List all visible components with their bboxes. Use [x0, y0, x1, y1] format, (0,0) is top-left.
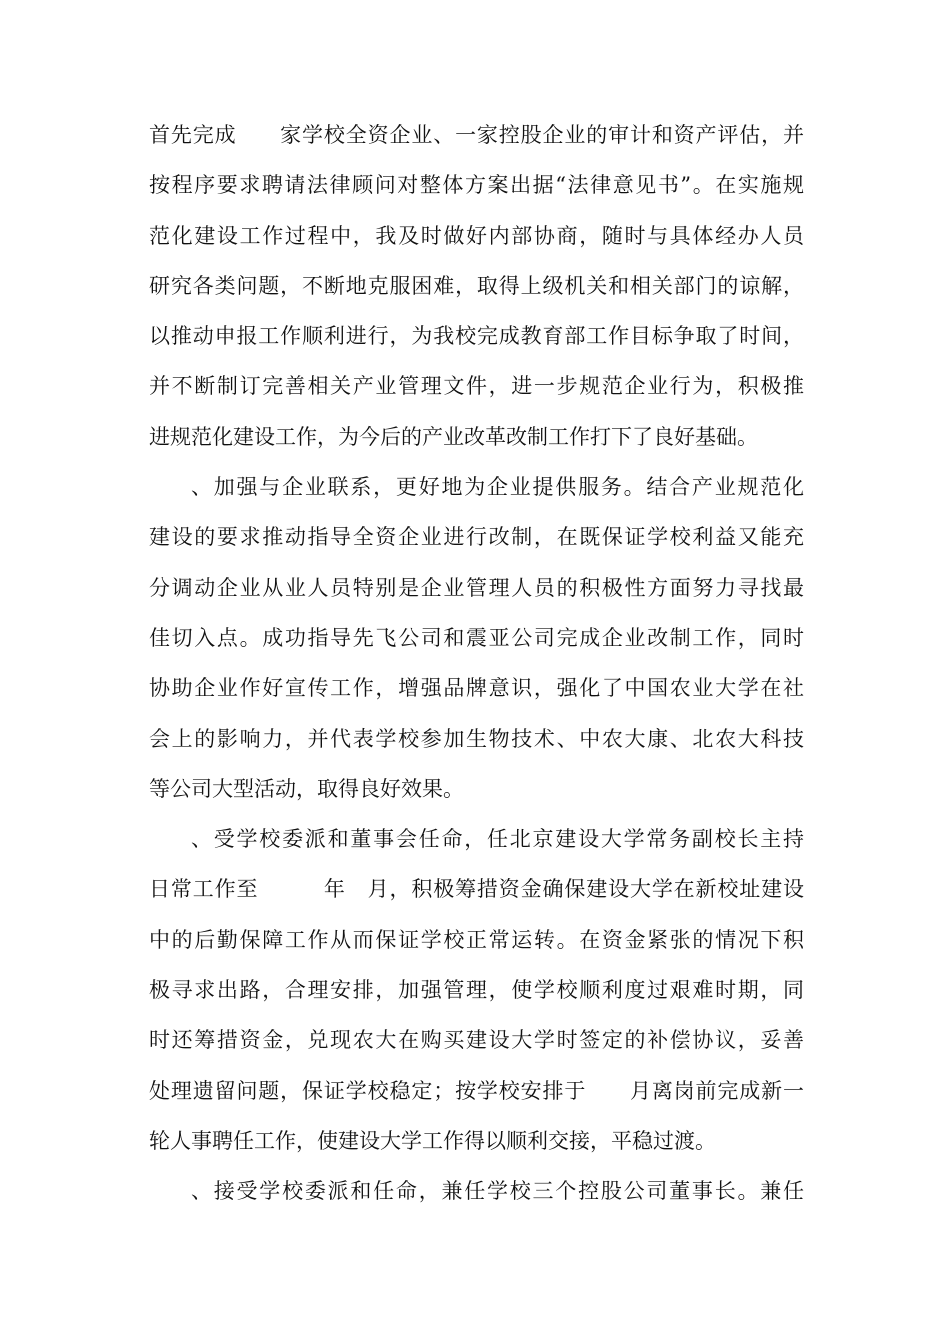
- paragraph-start-line: 、接受学校委派和任命，兼任学校三个控股公司董事长。兼任: [191, 1179, 804, 1204]
- text-line: 按程序要求聘请法律顾问对整体方案出据“法律意见书”。在实施规: [149, 173, 804, 198]
- text-line: 轮人事聘任工作，使建设大学工作得以顺利交接，平稳过渡。: [149, 1128, 716, 1153]
- text-line: 研究各类问题，不断地克服困难，取得上级机关和相关部门的谅解，: [149, 273, 804, 298]
- text-line: 佳切入点。成功指导先飞公司和震亚公司完成企业改制工作，同时: [149, 625, 804, 650]
- text-line: 日常工作至 年 月，积极筹措资金确保建设大学在新校址建设: [149, 877, 804, 902]
- text-line: 中的后勤保障工作从而保证学校正常运转。在资金紧张的情况下积: [149, 927, 804, 952]
- text-line: 分调动企业从业人员特别是企业管理人员的积极性方面努力寻找最: [149, 575, 804, 600]
- text-line: 时还筹措资金，兑现农大在购买建设大学时签定的补偿协议，妥善: [149, 1028, 804, 1053]
- text-line: 并不断制订完善相关产业管理文件，进一步规范企业行为，积极推: [149, 374, 804, 399]
- text-line: 极寻求出路，合理安排，加强管理，使学校顺利度过艰难时期，同: [149, 978, 804, 1003]
- body-text: [149, 110, 804, 1217]
- text-line: 范化建设工作过程中，我及时做好内部协商，随时与具体经办人员: [149, 223, 804, 248]
- text-line: 进规范化建设工作，为今后的产业改革改制工作打下了良好基础。: [149, 424, 758, 449]
- text-line: 首先完成 家学校全资企业、一家控股企业的审计和资产评估，并: [149, 123, 804, 147]
- text-line: 以推动申报工作顺利进行，为我校完成教育部工作目标争取了时间，: [149, 324, 804, 349]
- text-line: 等公司大型活动，取得良好效果。: [149, 776, 464, 801]
- text-line: 会上的影响力，并代表学校参加生物技术、中农大康、北农大科技: [149, 726, 804, 751]
- paragraph-start-line: 、受学校委派和董事会任命，任北京建设大学常务副校长主持: [191, 827, 804, 852]
- paragraph-start-line: 、加强与企业联系，更好地为企业提供服务。结合产业规范化: [191, 475, 804, 500]
- text-line: 处理遗留问题，保证学校稳定；按学校安排于 月离岗前完成新一: [149, 1078, 804, 1103]
- text-line: 建设的要求推动指导全资企业进行改制，在既保证学校利益又能充: [149, 525, 804, 550]
- text-line: 协助企业作好宣传工作，增强品牌意识，强化了中国农业大学在社: [149, 676, 804, 701]
